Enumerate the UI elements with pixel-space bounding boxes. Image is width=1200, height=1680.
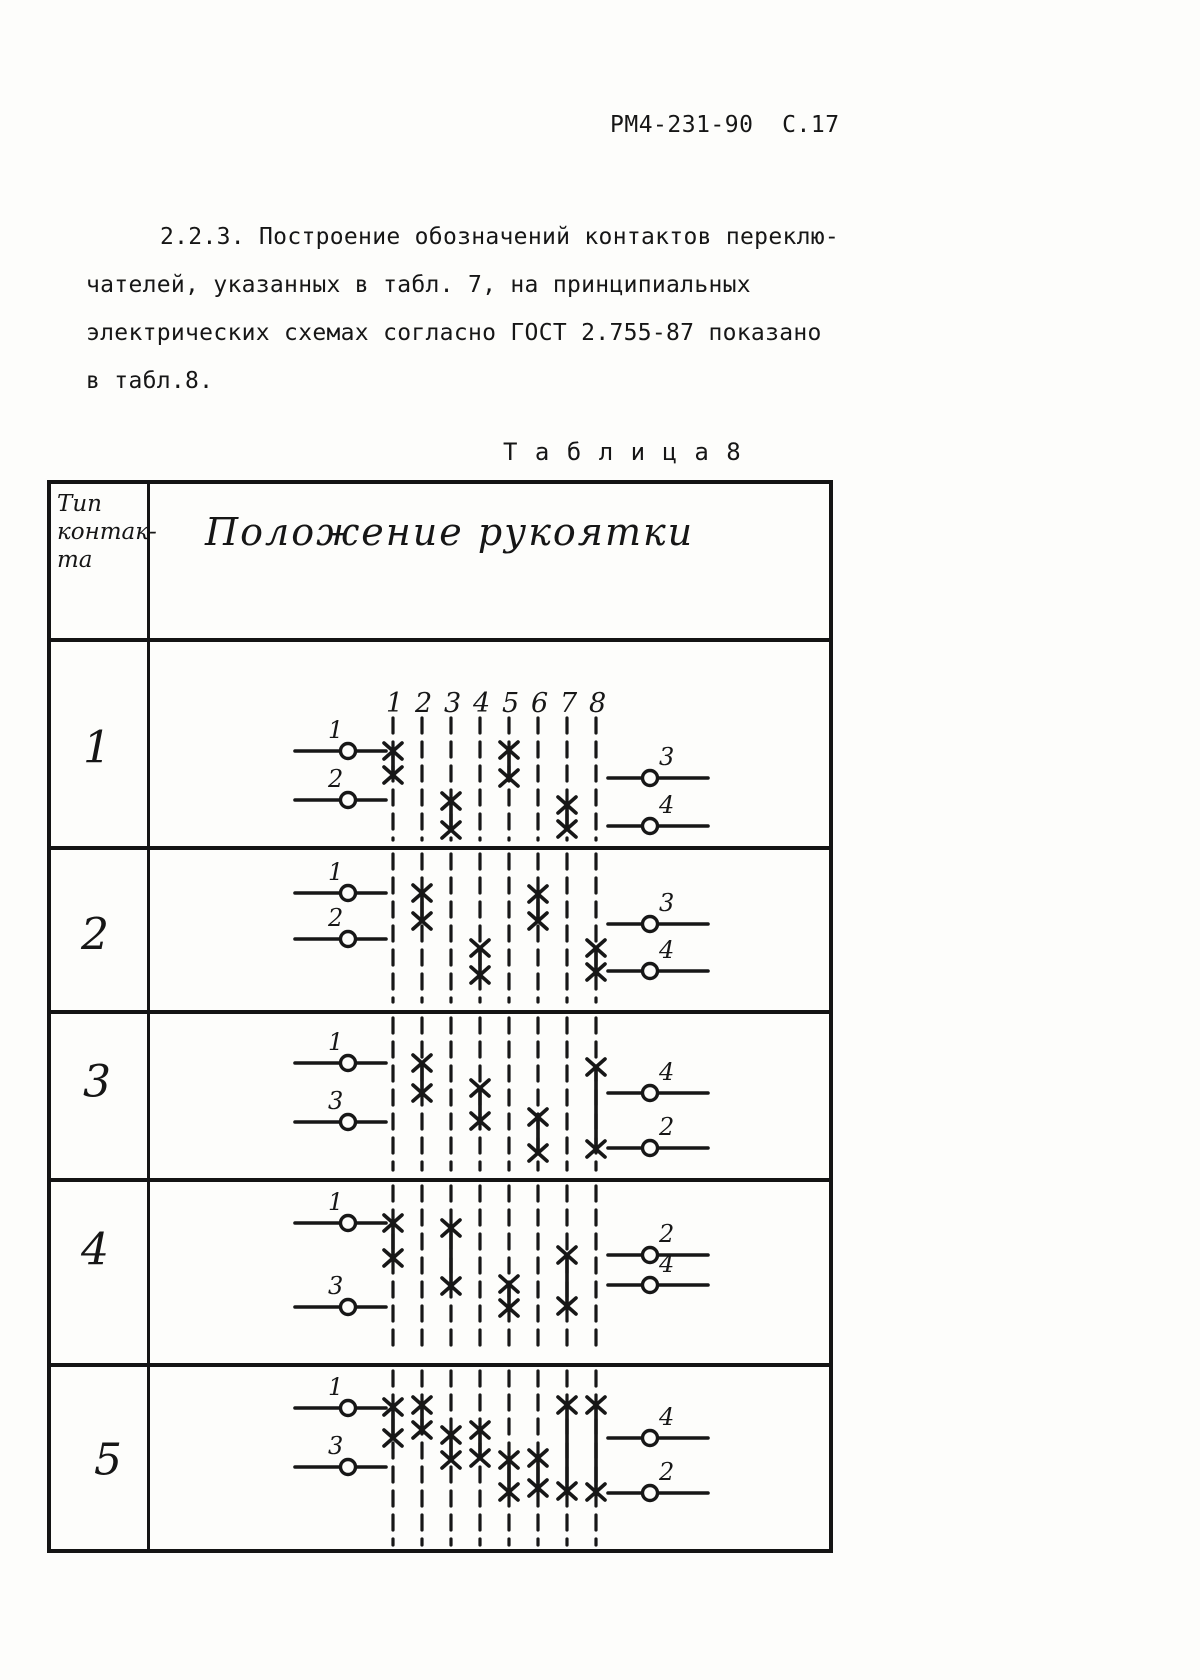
svg-text:1: 1 <box>328 1028 344 1056</box>
contact-diagram-row-5 <box>260 1363 780 1553</box>
svg-text:3: 3 <box>328 1272 344 1300</box>
row-type-label-4: 4 <box>81 1224 109 1276</box>
contact-diagram-row-3 <box>260 1010 780 1178</box>
svg-text:2: 2 <box>659 1458 675 1486</box>
header-contact-type: Тип контак- та <box>57 491 157 573</box>
doc-reference: РМ4-231-90 С.17 <box>610 112 840 138</box>
paragraph-line: 2.2.3. Построение обозначений контактов переклю- <box>160 224 840 250</box>
svg-text:3: 3 <box>659 743 675 771</box>
svg-text:6: 6 <box>531 688 549 719</box>
svg-text:1: 1 <box>328 858 344 886</box>
svg-text:4: 4 <box>659 1403 675 1431</box>
svg-text:3: 3 <box>328 1432 344 1460</box>
svg-text:2: 2 <box>659 1220 675 1248</box>
svg-text:2: 2 <box>328 765 344 793</box>
row-type-label-3: 3 <box>83 1056 111 1108</box>
svg-text:4: 4 <box>659 936 675 964</box>
contact-diagram-row-1 <box>260 638 780 846</box>
svg-text:2: 2 <box>659 1113 675 1141</box>
svg-text:2: 2 <box>415 688 433 719</box>
row-type-label-2: 2 <box>81 909 109 961</box>
row-type-label-1: 1 <box>83 722 111 774</box>
svg-text:3: 3 <box>444 688 462 719</box>
svg-text:3: 3 <box>328 1087 344 1115</box>
svg-text:4: 4 <box>473 688 491 719</box>
column-divider <box>147 484 150 1549</box>
svg-text:4: 4 <box>659 1058 675 1086</box>
paragraph-line: чателей, указанных в табл. 7, на принципиальных <box>86 272 751 298</box>
contact-diagram-row-2 <box>260 846 780 1010</box>
contact-diagram-row-4 <box>260 1178 780 1363</box>
table-caption: Т а б л и ц а 8 <box>503 438 743 466</box>
header-handle-position: Положение рукоятки <box>205 510 695 554</box>
svg-text:1: 1 <box>386 688 404 719</box>
svg-text:1: 1 <box>328 1188 344 1216</box>
svg-text:2: 2 <box>328 904 344 932</box>
svg-text:7: 7 <box>560 688 578 719</box>
svg-text:8: 8 <box>589 688 607 719</box>
svg-text:3: 3 <box>659 889 675 917</box>
svg-text:4: 4 <box>659 791 675 819</box>
paragraph-line: в табл.8. <box>86 368 214 394</box>
svg-text:4: 4 <box>659 1250 675 1278</box>
svg-text:1: 1 <box>328 1373 344 1401</box>
table-8 <box>47 480 833 1553</box>
paragraph-line: электрических схемах согласно ГОСТ 2.755-87 показано <box>86 320 822 346</box>
svg-text:1: 1 <box>328 716 344 744</box>
row-type-label-5: 5 <box>94 1434 122 1486</box>
svg-text:5: 5 <box>502 688 520 719</box>
